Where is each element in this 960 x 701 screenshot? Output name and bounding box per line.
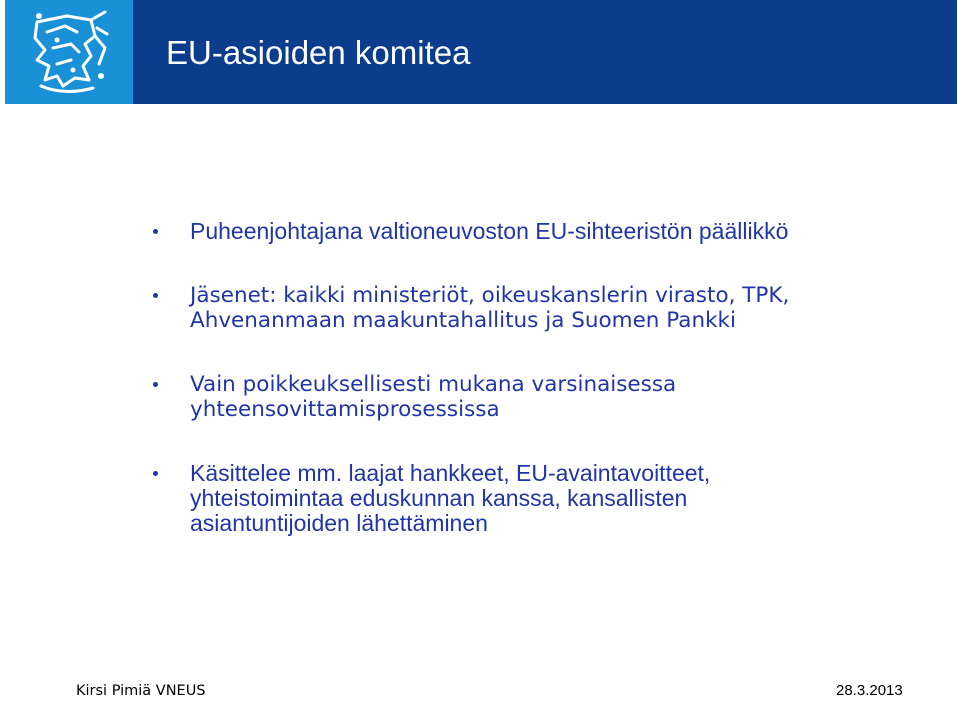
bullet-text — [190, 219, 913, 244]
bullet-line: Käsittelee mm. laajat hankkeet, EU-avaintavoitteet, — [190, 460, 711, 486]
bullet-line: Ahvenanmaan maakuntahallitus ja Suomen Pankki — [190, 308, 736, 333]
bullet-line: Vain poikkeuksellisesti mukana varsinaisessa — [190, 372, 677, 397]
bullet-text — [190, 283, 913, 333]
footer-date: 28.3.2013 — [836, 682, 903, 699]
bullet-text — [190, 461, 913, 536]
bullet-item — [153, 372, 913, 422]
bullet-dot-icon — [153, 229, 158, 234]
footer-author: Kirsi Pimiä VNEUS — [76, 683, 206, 699]
bullet-line: Puheenjohtajana valtioneuvoston EU-sihteeristön päällikkö — [190, 218, 789, 244]
bullet-item — [153, 283, 913, 333]
slide-title: EU-asioiden komitea — [166, 34, 471, 71]
bullet-dot-icon — [153, 293, 158, 298]
bullet-dot-icon — [153, 471, 158, 476]
bullet-item — [153, 461, 913, 536]
bullet-line: yhteistoimintaa eduskunnan kanssa, kansallisten — [190, 485, 688, 511]
bullet-item — [153, 219, 913, 244]
bullet-line: asiantuntijoiden lähettäminen — [190, 510, 488, 536]
bullet-line: Jäsenet: kaikki ministeriöt, oikeuskanslerin virasto, TPK, — [190, 283, 790, 308]
bullet-dot-icon — [153, 382, 158, 387]
bullet-line: yhteensovittamisprosessissa — [190, 397, 500, 422]
bullet-text — [190, 372, 913, 422]
